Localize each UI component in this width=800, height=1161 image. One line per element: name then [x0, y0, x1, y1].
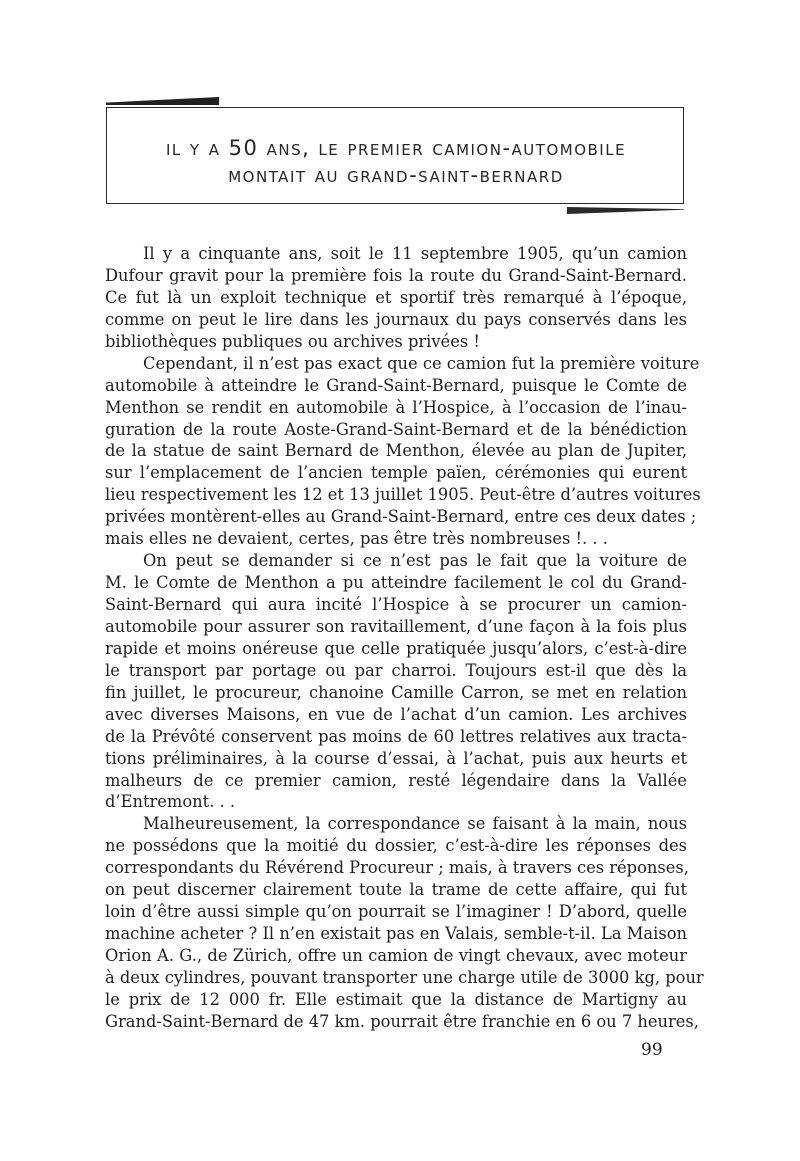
title-box: [106, 107, 684, 204]
body-line: d’Entremont. . .: [105, 792, 236, 812]
decorative-rule-top: [106, 97, 219, 105]
body-line: Malheureusement, la correspondance se faisant à la main, nous: [143, 814, 687, 834]
page-number: 99: [641, 1040, 663, 1060]
title-line-2: montait au grand-saint-bernard: [228, 163, 564, 187]
body-line: machine acheter ? Il n’en existait pas en Valais, semble-t-il. La Maison: [105, 924, 687, 944]
body-line: malheurs de ce premier camion, resté légendaire dans la Vallée: [105, 770, 687, 790]
body-line: comme on peut le lire dans les journaux du pays conservés dans les: [105, 309, 687, 329]
body-line: Il y a cinquante ans, soit le 11 septembre 1905, qu’un camion: [143, 244, 687, 263]
body-line: rapide et moins onéreuse que celle pratiquée jusqu’alors, c’est-à-dire: [105, 638, 687, 658]
body-line: à deux cylindres, pouvant transporter une charge utile de 3000 kg, pour: [105, 967, 704, 987]
body-line: avec diverses Maisons, en vue de l’achat d’un camion. Les archives: [105, 704, 687, 724]
body-line: Grand-Saint-Bernard de 47 km. pourrait être franchie en 6 ou 7 heures,: [105, 1011, 699, 1031]
body-line: Ce fut là un exploit technique et sportif très remarqué à l’époque,: [105, 287, 687, 307]
body-line: de la Prévôté conservent pas moins de 60 lettres relatives aux tracta-: [105, 726, 687, 746]
body-line: Orion A. G., de Zürich, offre un camion de vingt chevaux, avec moteur: [105, 946, 687, 965]
body-line: loin d’être aussi simple qu’on pourrait se l’imaginer ! D’abord, quelle: [105, 902, 687, 922]
body-line: bibliothèques publiques ou archives privées !: [105, 331, 480, 351]
body-line: le transport par portage ou par charroi. Toujours est-il que dès la: [105, 660, 687, 680]
body-line: Saint-Bernard qui aura incité l’Hospice à se procurer un camion-: [105, 595, 687, 614]
decorative-rule-bottom: [567, 207, 684, 214]
body-line: ne possédons que la moitié du dossier, c’est-à-dire les réponses des: [105, 836, 687, 856]
body-line: automobile à atteindre le Grand-Saint-Bernard, puisque le Comte de: [105, 375, 687, 395]
body-line: sur l’emplacement de l’ancien temple païen, cérémonies qui eurent: [105, 463, 687, 483]
body-line: tions préliminaires, à la course d’essai, à l’achat, puis aux heurts et: [105, 748, 687, 768]
body-line: Dufour gravit pour la première fois la route du Grand-Saint-Bernard.: [105, 265, 687, 285]
body-line: mais elles ne devaient, certes, pas être très nombreuses !. . .: [105, 529, 608, 549]
body-line: M. le Comte de Menthon a pu atteindre facilement le col du Grand-: [105, 573, 687, 593]
body-line: le prix de 12 000 fr. Elle estimait que la distance de Martigny au: [105, 989, 687, 1009]
body-line: Cependant, il n’est pas exact que ce camion fut la première voiture: [143, 353, 700, 373]
body-line: Menthon se rendit en automobile à l’Hospice, à l’occasion de l’inau-: [105, 397, 687, 417]
article-body: [105, 243, 704, 1033]
body-line: On peut se demander si ce n’est pas le fait que la voiture de: [143, 551, 687, 571]
body-line: automobile pour assurer son ravitaillement, d’une façon à la fois plus: [105, 616, 687, 636]
body-line: guration de la route Aoste-Grand-Saint-Bernard et de la bénédiction: [105, 419, 687, 439]
title-line-1: il y a 50 ans, le premier camion-automobile: [165, 136, 627, 160]
body-line: privées montèrent-elles au Grand-Saint-Bernard, entre ces deux dates ;: [105, 507, 697, 527]
body-line: lieu respectivement les 12 et 13 juillet 1905. Peut-être d’autres voitures: [105, 485, 701, 505]
body-line: fin juillet, le procureur, chanoine Camille Carron, se met en relation: [105, 682, 687, 702]
body-line: de la statue de saint Bernard de Menthon, élevée au plan de Jupiter,: [105, 441, 687, 461]
body-line: on peut discerner clairement toute la trame de cette affaire, qui fut: [105, 880, 687, 900]
body-line: correspondants du Révérend Procureur ; mais, à travers ces réponses,: [105, 858, 689, 878]
